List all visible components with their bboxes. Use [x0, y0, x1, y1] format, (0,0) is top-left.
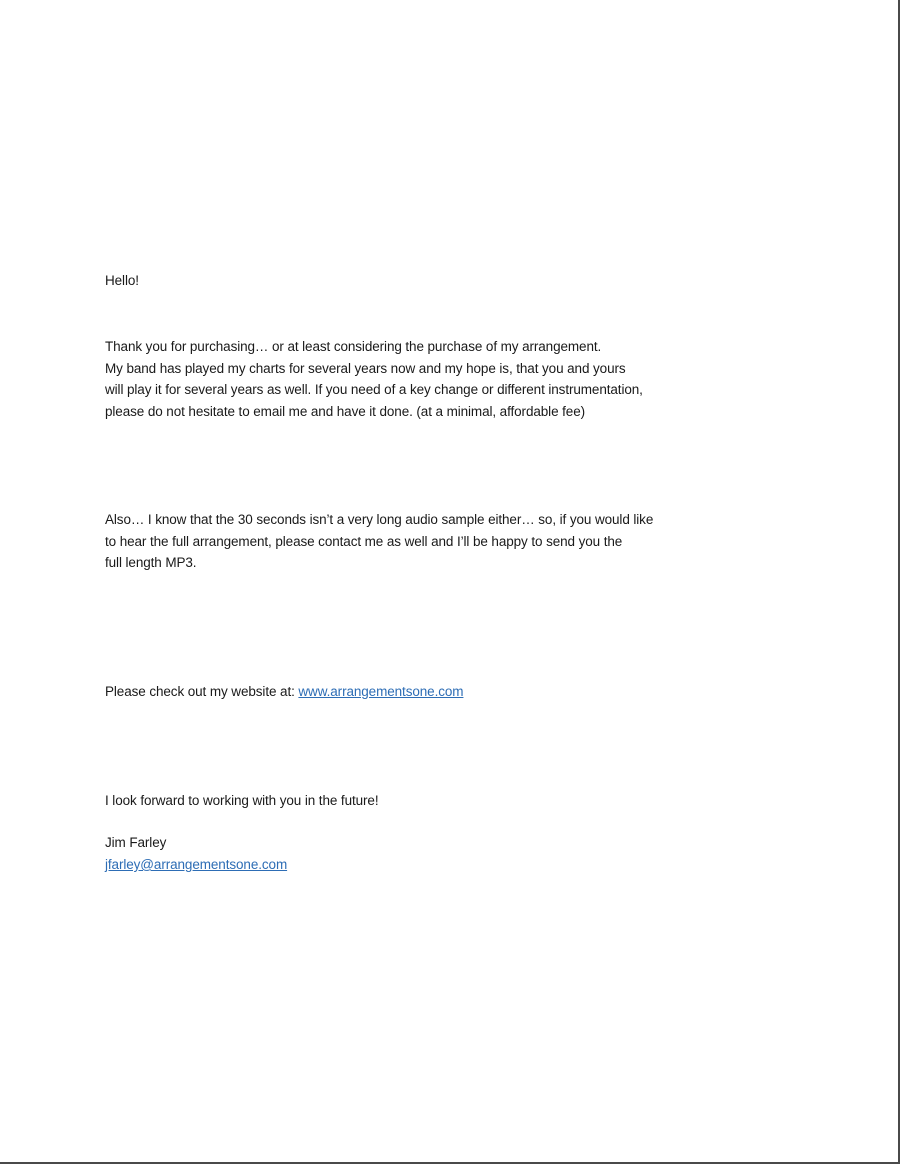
paragraph-line: Thank you for purchasing… or at least considering the purchase of my arrangement.	[105, 339, 602, 354]
paragraph-line: please do not hesitate to email me and have it done. (at a minimal, affordable fee)	[105, 403, 585, 419]
paragraph-line: Also… I know that the 30 seconds isn’t a very long audio sample either… so, if you would like	[105, 512, 654, 527]
website-link[interactable]: www.arrangementsone.com	[298, 684, 464, 699]
paragraph-audio-sample	[105, 509, 653, 574]
paragraph-purchase-thanks	[105, 336, 643, 422]
signature-name: Jim Farley	[105, 835, 167, 850]
paragraph-line: My band has played my charts for several years now and my hope is, that you and yours	[105, 360, 626, 376]
paragraph-line: full length MP3.	[105, 555, 197, 570]
closing-text: I look forward to working with you in the future!	[105, 793, 379, 808]
signature-email-link	[105, 854, 287, 876]
greeting-text: Hello!	[105, 273, 139, 288]
website-prefix-text: Please check out my website at:	[105, 684, 299, 699]
paragraph-line: to hear the full arrangement, please contact me as well and I’ll be happy to send you the	[105, 533, 623, 549]
website-line	[105, 681, 463, 703]
paragraph-line: will play it for several years as well. If you need of a key change or different instrumentation,	[105, 382, 643, 397]
email-link[interactable]: jfarley@arrangementsone.com	[105, 857, 288, 872]
